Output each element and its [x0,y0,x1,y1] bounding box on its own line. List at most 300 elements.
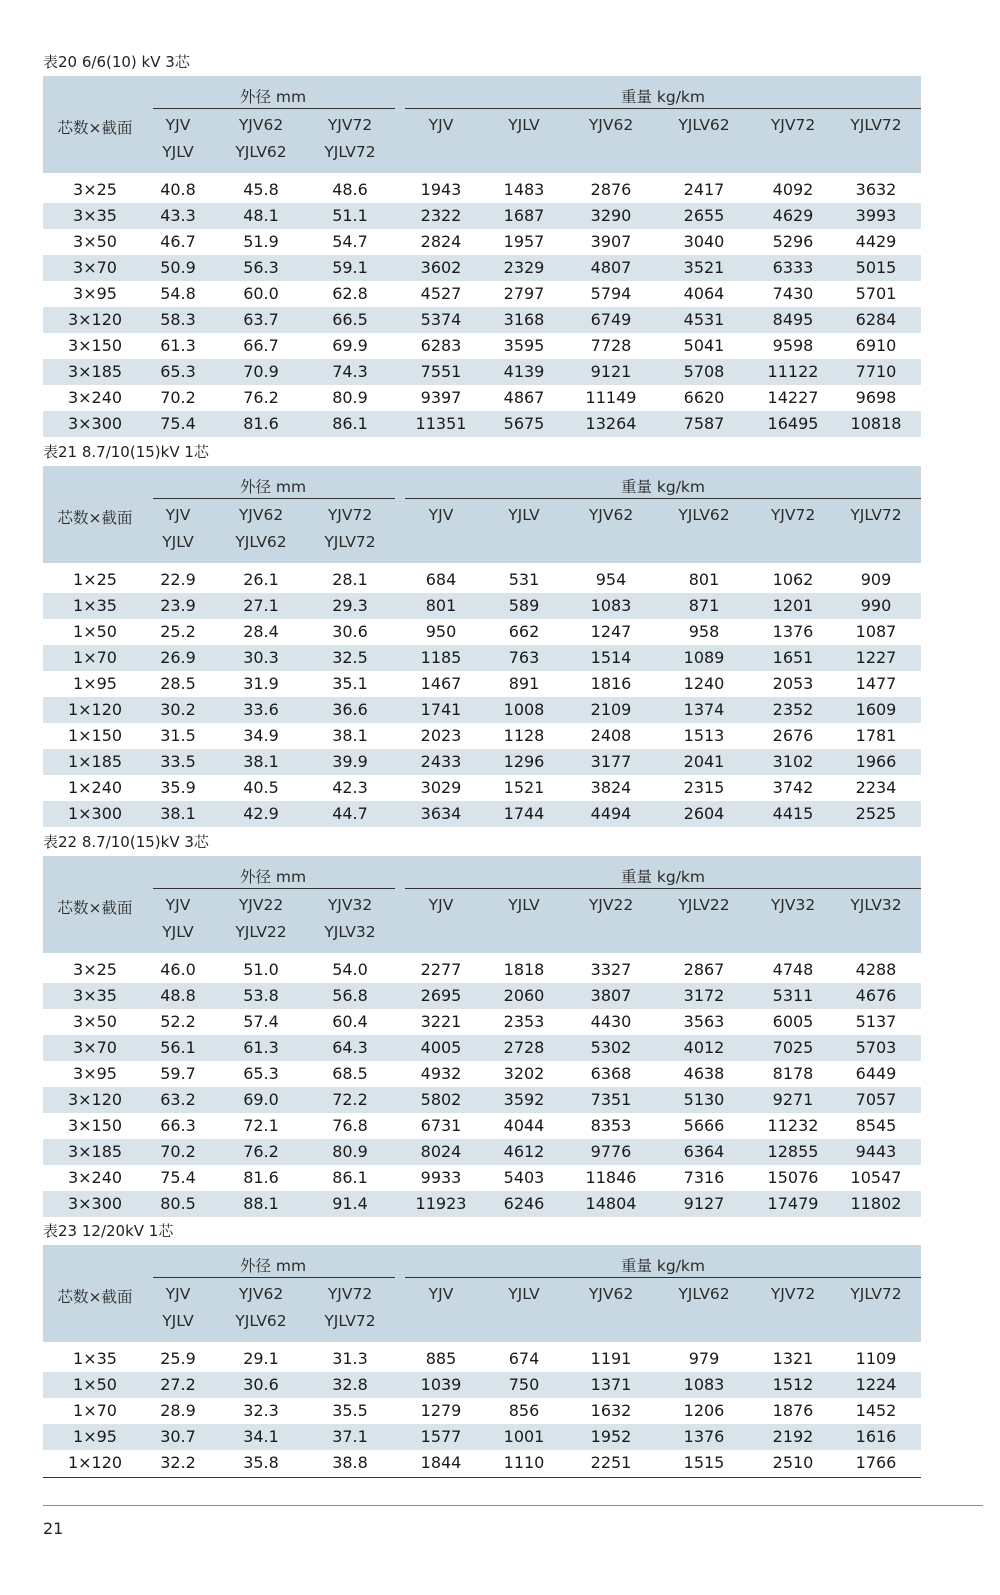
row-value-cell: 1816 [590,674,632,693]
row-value-cell: 32.2 [160,1453,196,1472]
row-value-cell: 3177 [590,752,632,771]
row-value-cell: 3521 [683,258,725,277]
row-value-cell: 61.3 [160,336,196,355]
row-value-cell: 4807 [590,258,632,277]
row-value-cell: 38.8 [332,1453,368,1472]
header-core-section: 芯数×截面 [57,899,133,917]
row-value-cell: 8495 [772,310,814,329]
row-value-cell: 31.5 [160,726,196,745]
header-weight-type: YJLV62 [678,116,730,134]
header-diameter-type: YJLV22 [235,923,287,941]
row-value-cell: 1001 [503,1427,545,1446]
header-weight-type: YJLV62 [678,1285,730,1303]
row-value-cell: 801 [688,570,720,589]
row-value-cell: 7430 [772,284,814,303]
row-value-cell: 28.9 [160,1401,196,1420]
row-value-cell: 29.1 [243,1349,279,1368]
table-row [43,1372,921,1398]
row-value-cell: 86.1 [332,414,368,433]
table-row [43,567,921,593]
row-value-cell: 35.1 [332,674,368,693]
table-row [43,359,921,385]
header-weight-type: YJLV22 [678,896,730,914]
header-diameter-type: YJV62 [238,506,284,524]
row-value-cell: 7728 [590,336,632,355]
row-value-cell: 1087 [855,622,897,641]
row-value-cell: 1206 [683,1401,725,1420]
row-value-cell: 2277 [420,960,462,979]
row-section-cell: 1×25 [73,570,117,589]
table-title: 表20 6/6(10) kV 3芯 [43,53,190,71]
row-value-cell: 40.5 [243,778,279,797]
row-value-cell: 1512 [772,1375,814,1394]
header-diameter-type: YJV72 [327,506,373,524]
row-value-cell: 2604 [683,804,725,823]
row-value-cell: 2728 [503,1038,545,1057]
header-weight-type: YJLV62 [678,506,730,524]
row-value-cell: 76.2 [243,1142,279,1161]
row-value-cell: 1514 [590,648,632,667]
row-value-cell: 909 [860,570,892,589]
row-value-cell: 4676 [855,986,897,1005]
row-value-cell: 1577 [420,1427,462,1446]
table-block [43,48,921,437]
table-row [43,957,921,983]
row-value-cell: 7551 [420,362,462,381]
row-value-cell: 2234 [855,778,897,797]
row-value-cell: 5041 [683,336,725,355]
row-section-cell: 3×300 [67,414,123,433]
row-section-cell: 1×70 [73,1401,117,1420]
row-value-cell: 3040 [683,232,725,251]
table-header [43,1245,921,1342]
row-value-cell: 856 [508,1401,540,1420]
row-value-cell: 65.3 [160,362,196,381]
row-value-cell: 1766 [855,1453,897,1472]
row-value-cell: 11149 [585,388,637,407]
table-row [43,1035,921,1061]
header-diameter-type: YJV62 [238,116,284,134]
group-header-weight: 重量 kg/km [620,1257,706,1275]
row-value-cell: 6368 [590,1064,632,1083]
row-value-cell: 4612 [503,1142,545,1161]
table-row [43,1165,921,1191]
row-section-cell: 1×35 [73,1349,117,1368]
row-value-cell: 14227 [767,388,819,407]
row-value-cell: 51.0 [243,960,279,979]
row-value-cell: 30.7 [160,1427,196,1446]
row-value-cell: 4064 [683,284,725,303]
row-value-cell: 30.2 [160,700,196,719]
row-value-cell: 3592 [503,1090,545,1109]
row-value-cell: 1651 [772,648,814,667]
row-value-cell: 1062 [772,570,814,589]
row-section-cell: 1×300 [67,804,123,823]
row-value-cell: 91.4 [332,1194,368,1213]
row-value-cell: 3029 [420,778,462,797]
table-row [43,333,921,359]
row-value-cell: 5015 [855,258,897,277]
row-value-cell: 9397 [420,388,462,407]
row-value-cell: 1957 [503,232,545,251]
row-value-cell: 37.1 [332,1427,368,1446]
group-header-diameter: 外径 mm [239,1257,307,1275]
row-section-cell: 1×150 [67,726,123,745]
row-value-cell: 531 [508,570,540,589]
table-row [43,671,921,697]
row-value-cell: 871 [688,596,720,615]
row-value-cell: 3634 [420,804,462,823]
row-value-cell: 6731 [420,1116,462,1135]
row-value-cell: 12855 [767,1142,819,1161]
row-value-cell: 38.1 [160,804,196,823]
row-value-cell: 33.6 [243,700,279,719]
row-value-cell: 5311 [772,986,814,1005]
table-row [43,1398,921,1424]
row-value-cell: 48.1 [243,206,279,225]
header-diameter-type: YJLV [162,1312,194,1330]
table-row [43,697,921,723]
row-value-cell: 4638 [683,1064,725,1083]
row-value-cell: 75.4 [160,414,196,433]
header-weight-type: YJLV [508,1285,540,1303]
row-value-cell: 7057 [855,1090,897,1109]
header-weight-type: YJV22 [588,896,634,914]
row-value-cell: 1632 [590,1401,632,1420]
row-section-cell: 1×95 [73,1427,117,1446]
header-weight-type: YJV62 [588,1285,634,1303]
row-section-cell: 1×120 [67,1453,123,1472]
row-section-cell: 3×35 [73,986,117,1005]
row-value-cell: 4415 [772,804,814,823]
row-value-cell: 69.9 [332,336,368,355]
row-section-cell: 3×25 [73,960,117,979]
header-weight-type: YJV32 [770,896,816,914]
row-value-cell: 46.7 [160,232,196,251]
row-value-cell: 5666 [683,1116,725,1135]
row-value-cell: 3602 [420,258,462,277]
row-value-cell: 13264 [585,414,637,433]
table-row [43,1061,921,1087]
row-value-cell: 2876 [590,180,632,199]
row-value-cell: 1876 [772,1401,814,1420]
row-value-cell: 9443 [855,1142,897,1161]
row-value-cell: 662 [508,622,540,641]
row-value-cell: 1083 [683,1375,725,1394]
table-row [43,255,921,281]
row-value-cell: 6333 [772,258,814,277]
row-value-cell: 2417 [683,180,725,199]
row-section-cell: 1×70 [73,648,117,667]
row-value-cell: 5137 [855,1012,897,1031]
row-value-cell: 1943 [420,180,462,199]
row-value-cell: 32.8 [332,1375,368,1394]
row-value-cell: 1781 [855,726,897,745]
row-value-cell: 10818 [850,414,902,433]
table-row [43,1346,921,1372]
row-value-cell: 6005 [772,1012,814,1031]
row-value-cell: 990 [860,596,892,615]
row-value-cell: 4629 [772,206,814,225]
row-value-cell: 1224 [855,1375,897,1394]
header-weight-type: YJV [428,896,454,914]
row-value-cell: 72.1 [243,1116,279,1135]
table-bottom-rule [43,1477,921,1478]
row-section-cell: 1×240 [67,778,123,797]
row-value-cell: 7351 [590,1090,632,1109]
table-row [43,203,921,229]
row-value-cell: 1191 [590,1349,632,1368]
footer-rule [43,1505,983,1506]
row-value-cell: 9776 [590,1142,632,1161]
row-value-cell: 57.4 [243,1012,279,1031]
row-value-cell: 27.1 [243,596,279,615]
row-value-cell: 8178 [772,1064,814,1083]
row-value-cell: 3824 [590,778,632,797]
row-value-cell: 4527 [420,284,462,303]
row-value-cell: 1374 [683,700,725,719]
row-value-cell: 750 [508,1375,540,1394]
row-value-cell: 1521 [503,778,545,797]
header-diameter-type: YJV32 [327,896,373,914]
row-value-cell: 2329 [503,258,545,277]
row-value-cell: 4005 [420,1038,462,1057]
row-value-cell: 2315 [683,778,725,797]
row-value-cell: 56.8 [332,986,368,1005]
row-value-cell: 16495 [767,414,819,433]
row-value-cell: 48.8 [160,986,196,1005]
row-value-cell: 9698 [855,388,897,407]
row-value-cell: 2060 [503,986,545,1005]
row-value-cell: 32.3 [243,1401,279,1420]
row-value-cell: 1185 [420,648,462,667]
row-value-cell: 1227 [855,648,897,667]
header-weight-type: YJLV32 [850,896,902,914]
row-value-cell: 1477 [855,674,897,693]
header-diameter-type: YJV22 [238,896,284,914]
header-weight-type: YJV62 [588,506,634,524]
row-value-cell: 68.5 [332,1064,368,1083]
row-value-cell: 62.8 [332,284,368,303]
row-value-cell: 5675 [503,414,545,433]
row-section-cell: 3×150 [67,336,123,355]
row-section-cell: 1×35 [73,596,117,615]
row-value-cell: 58.3 [160,310,196,329]
row-value-cell: 4430 [590,1012,632,1031]
row-value-cell: 3907 [590,232,632,251]
row-value-cell: 45.8 [243,180,279,199]
row-value-cell: 885 [425,1349,457,1368]
row-value-cell: 1452 [855,1401,897,1420]
row-value-cell: 33.5 [160,752,196,771]
row-value-cell: 1844 [420,1453,462,1472]
row-section-cell: 1×95 [73,674,117,693]
row-value-cell: 1371 [590,1375,632,1394]
header-weight-type: YJLV72 [850,1285,902,1303]
row-value-cell: 1128 [503,726,545,745]
header-weight-type: YJLV72 [850,116,902,134]
header-diameter-type: YJV [165,116,191,134]
row-value-cell: 40.8 [160,180,196,199]
table-row [43,281,921,307]
table-title: 表21 8.7/10(15)kV 1芯 [43,443,209,461]
row-value-cell: 11232 [767,1116,819,1135]
header-diameter-type: YJLV [162,923,194,941]
header-diameter-type: YJLV62 [235,143,287,161]
row-value-cell: 30.6 [243,1375,279,1394]
row-value-cell: 42.3 [332,778,368,797]
table-row [43,619,921,645]
row-value-cell: 74.3 [332,362,368,381]
row-value-cell: 63.2 [160,1090,196,1109]
header-core-section: 芯数×截面 [57,119,133,137]
row-value-cell: 25.2 [160,622,196,641]
row-value-cell: 2041 [683,752,725,771]
row-value-cell: 1966 [855,752,897,771]
row-value-cell: 4494 [590,804,632,823]
row-value-cell: 4867 [503,388,545,407]
row-section-cell: 3×25 [73,180,117,199]
row-value-cell: 46.0 [160,960,196,979]
row-value-cell: 2655 [683,206,725,225]
row-value-cell: 4531 [683,310,725,329]
header-diameter-type: YJLV72 [324,143,376,161]
row-value-cell: 28.5 [160,674,196,693]
header-weight-type: YJLV [508,506,540,524]
row-value-cell: 1296 [503,752,545,771]
row-value-cell: 2510 [772,1453,814,1472]
row-value-cell: 1609 [855,700,897,719]
header-diameter-type: YJV72 [327,1285,373,1303]
row-section-cell: 1×50 [73,1375,117,1394]
row-value-cell: 43.3 [160,206,196,225]
row-value-cell: 958 [688,622,720,641]
row-value-cell: 38.1 [332,726,368,745]
group-divider [405,888,921,889]
row-value-cell: 1513 [683,726,725,745]
row-value-cell: 81.6 [243,414,279,433]
row-value-cell: 1483 [503,180,545,199]
row-value-cell: 34.9 [243,726,279,745]
row-value-cell: 1110 [503,1453,545,1472]
row-value-cell: 32.5 [332,648,368,667]
table-row [43,1009,921,1035]
header-weight-type: YJLV [508,896,540,914]
row-value-cell: 5374 [420,310,462,329]
row-value-cell: 9127 [683,1194,725,1213]
row-value-cell: 3290 [590,206,632,225]
row-value-cell: 11802 [850,1194,902,1213]
row-value-cell: 3993 [855,206,897,225]
row-value-cell: 5296 [772,232,814,251]
row-value-cell: 65.3 [243,1064,279,1083]
group-header-weight: 重量 kg/km [620,868,706,886]
row-value-cell: 7025 [772,1038,814,1057]
group-divider [405,498,921,499]
row-section-cell: 1×120 [67,700,123,719]
row-value-cell: 3807 [590,986,632,1005]
row-value-cell: 2353 [503,1012,545,1031]
group-divider [153,1277,395,1278]
row-value-cell: 1376 [772,622,814,641]
table-row [43,229,921,255]
table-row [43,723,921,749]
row-value-cell: 4748 [772,960,814,979]
row-section-cell: 3×185 [67,362,123,381]
row-value-cell: 1818 [503,960,545,979]
row-value-cell: 589 [508,596,540,615]
row-value-cell: 31.3 [332,1349,368,1368]
row-value-cell: 38.1 [243,752,279,771]
row-value-cell: 2676 [772,726,814,745]
header-diameter-type: YJV [165,506,191,524]
row-value-cell: 72.2 [332,1090,368,1109]
row-value-cell: 3595 [503,336,545,355]
row-value-cell: 1744 [503,804,545,823]
row-value-cell: 60.4 [332,1012,368,1031]
row-value-cell: 30.3 [243,648,279,667]
header-weight-type: YJLV72 [850,506,902,524]
row-section-cell: 3×70 [73,258,117,277]
table-block [43,1217,921,1478]
row-value-cell: 3221 [420,1012,462,1031]
row-value-cell: 59.1 [332,258,368,277]
row-value-cell: 11122 [767,362,819,381]
row-value-cell: 54.7 [332,232,368,251]
row-value-cell: 66.5 [332,310,368,329]
group-divider [153,108,395,109]
table-row [43,983,921,1009]
header-weight-type: YJV72 [770,1285,816,1303]
header-weight-type: YJV62 [588,116,634,134]
row-value-cell: 1467 [420,674,462,693]
table-row [43,775,921,801]
row-value-cell: 4932 [420,1064,462,1083]
row-value-cell: 674 [508,1349,540,1368]
table-row [43,593,921,619]
header-diameter-type: YJLV72 [324,533,376,551]
row-section-cell: 3×95 [73,284,117,303]
table-title: 表22 8.7/10(15)kV 3芯 [43,833,209,851]
header-core-section: 芯数×截面 [57,509,133,527]
row-value-cell: 684 [425,570,457,589]
row-value-cell: 9271 [772,1090,814,1109]
group-header-weight: 重量 kg/km [620,88,706,106]
table-header [43,856,921,953]
row-value-cell: 2251 [590,1453,632,1472]
header-diameter-type: YJV [165,896,191,914]
table-block [43,828,921,1217]
row-value-cell: 2192 [772,1427,814,1446]
row-value-cell: 9121 [590,362,632,381]
row-section-cell: 3×120 [67,1090,123,1109]
group-divider [405,108,921,109]
row-section-cell: 3×185 [67,1142,123,1161]
row-value-cell: 3563 [683,1012,725,1031]
row-section-cell: 3×120 [67,310,123,329]
table-row [43,1424,921,1450]
group-divider [153,498,395,499]
row-value-cell: 1008 [503,700,545,719]
table-row [43,177,921,203]
row-value-cell: 54.0 [332,960,368,979]
row-value-cell: 2695 [420,986,462,1005]
header-diameter-type: YJLV [162,143,194,161]
row-value-cell: 36.6 [332,700,368,719]
row-section-cell: 3×300 [67,1194,123,1213]
row-value-cell: 2053 [772,674,814,693]
row-value-cell: 2109 [590,700,632,719]
